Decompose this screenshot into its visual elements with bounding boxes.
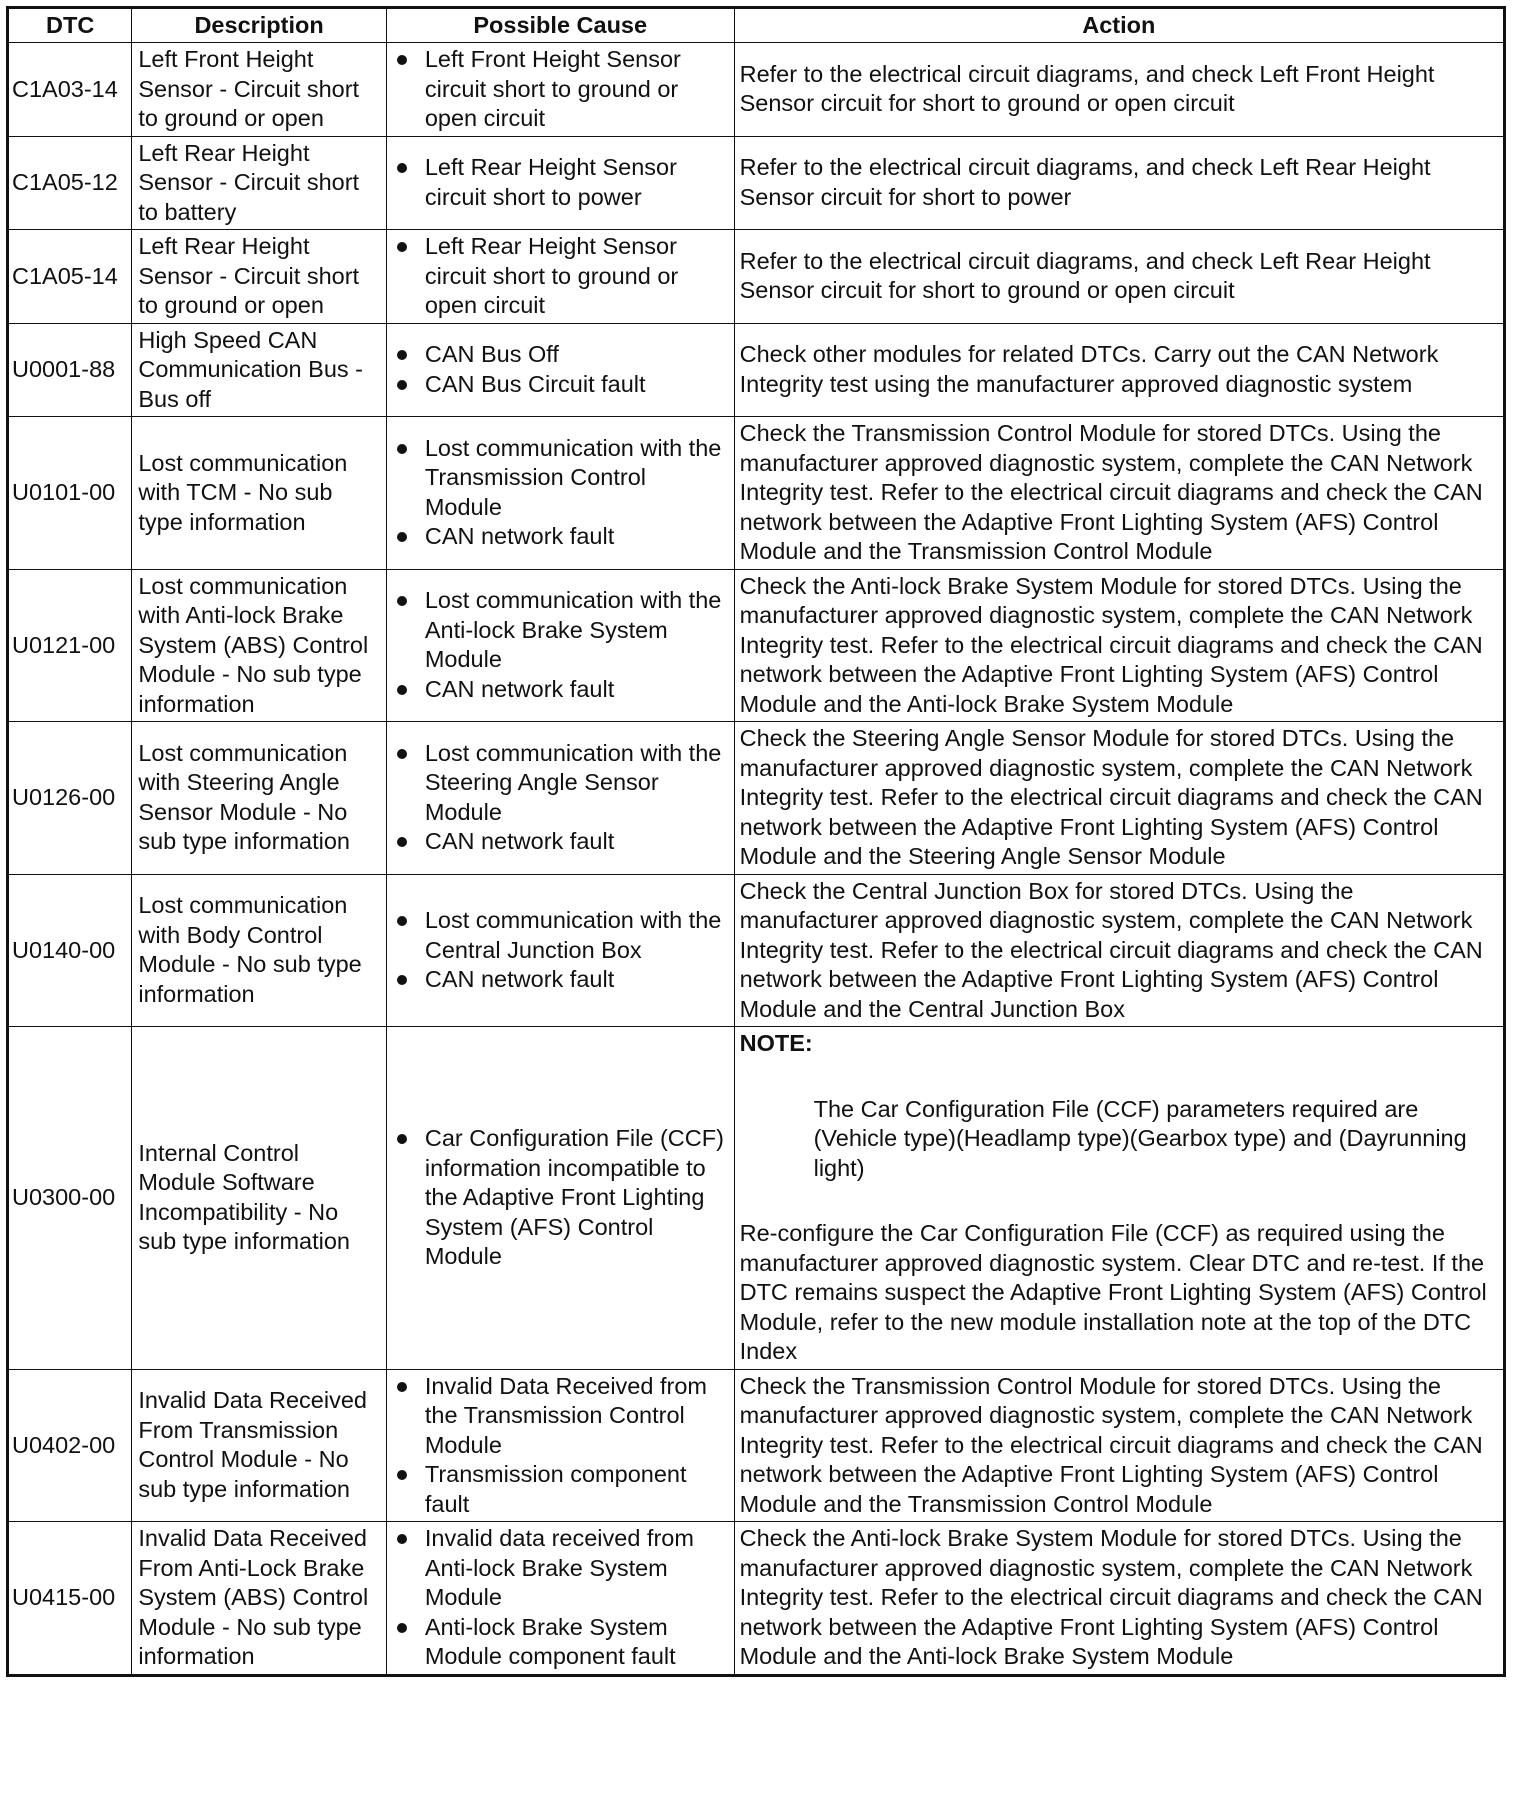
action-text: Re-configure the Car Configuration File (CCF) as required using the manufacturer approved diagnostic system. Clear DTC and re-test. If the DTC remains suspect the Adaptive Front Lighting System (AFS) Control Module, refer to the new module installation note at the top of the DTC Index (739, 1220, 1487, 1364)
cause-item: CAN network fault (393, 965, 728, 995)
dtc-code: U0415-00 (8, 1522, 132, 1676)
possible-cause (386, 1369, 734, 1522)
cause-item: Invalid Data Received from the Transmission Control Module (393, 1372, 728, 1461)
note-text: The Car Configuration File (CCF) parameters required are (Vehicle type)(Headlamp type)(Gearbox type) and (Dayrunning light) (813, 1095, 1467, 1181)
dtc-code: U0126-00 (8, 722, 132, 875)
possible-cause (386, 417, 734, 570)
cause-item: Anti-lock Brake System Module component fault (393, 1613, 728, 1672)
table-row (8, 417, 1505, 570)
dtc-table (6, 6, 1506, 1677)
cause-item: Car Configuration File (CCF) information incompatible to the Adaptive Front Lighting System (AFS) Control Module (393, 1124, 728, 1272)
cause-item: CAN network fault (393, 522, 728, 552)
cause-item: CAN Bus Off (393, 340, 728, 370)
dtc-description: Left Rear Height Sensor - Circuit short to ground or open (132, 230, 386, 324)
table-row (8, 230, 1505, 324)
possible-cause (386, 1522, 734, 1676)
dtc-description: Left Rear Height Sensor - Circuit short to battery (132, 136, 386, 230)
header-possible-cause: Possible Cause (386, 8, 734, 43)
table-row (8, 1027, 1505, 1370)
dtc-description: Invalid Data Received From Transmission Control Module - No sub type information (132, 1369, 386, 1522)
dtc-code: U0402-00 (8, 1369, 132, 1522)
action-text: Check other modules for related DTCs. Carry out the CAN Network Integrity test using the manufacturer approved diagnostic system (734, 323, 1504, 417)
action-text: Check the Transmission Control Module for stored DTCs. Using the manufacturer approved diagnostic system, complete the CAN Network Integrity test. Refer to the electrical circuit diagrams and check the CAN network between the Adaptive Front Lighting System (AFS) Control Module and the Transmission Control Module (734, 417, 1504, 570)
possible-cause (386, 323, 734, 417)
dtc-code: U0300-00 (8, 1027, 132, 1370)
action-text: Check the Central Junction Box for stored DTCs. Using the manufacturer approved diagnostic system, complete the CAN Network Integrity test. Refer to the electrical circuit diagrams and check the CAN network between the Adaptive Front Lighting System (AFS) Control Module and the Central Junction Box (734, 874, 1504, 1027)
table-row (8, 43, 1505, 137)
dtc-code: C1A05-12 (8, 136, 132, 230)
possible-cause (386, 722, 734, 875)
table-row (8, 1369, 1505, 1522)
dtc-description: Lost communication with Anti-lock Brake System (ABS) Control Module - No sub type information (132, 569, 386, 722)
note-label: NOTE: (739, 1030, 813, 1056)
possible-cause (386, 874, 734, 1027)
action-cell (734, 1027, 1504, 1370)
table-row (8, 136, 1505, 230)
possible-cause (386, 230, 734, 324)
action-text: Refer to the electrical circuit diagrams, and check Left Rear Height Sensor circuit for short to ground or open circuit (734, 230, 1504, 324)
cause-item: CAN network fault (393, 827, 728, 857)
cause-item: Left Rear Height Sensor circuit short to power (393, 153, 728, 212)
cause-item: Left Rear Height Sensor circuit short to ground or open circuit (393, 232, 728, 321)
table-row (8, 1522, 1505, 1676)
table-row (8, 569, 1505, 722)
action-text: Check the Anti-lock Brake System Module for stored DTCs. Using the manufacturer approved diagnostic system, complete the CAN Network Integrity test. Refer to the electrical circuit diagrams and check the CAN network between the Adaptive Front Lighting System (AFS) Control Module and the Anti-lock Brake System Module (734, 1522, 1504, 1676)
header-description: Description (132, 8, 386, 43)
dtc-description: Lost communication with Steering Angle Sensor Module - No sub type information (132, 722, 386, 875)
action-text: Check the Transmission Control Module for stored DTCs. Using the manufacturer approved diagnostic system, complete the CAN Network Integrity test. Refer to the electrical circuit diagrams and check the CAN network between the Adaptive Front Lighting System (AFS) Control Module and the Transmission Control Module (734, 1369, 1504, 1522)
action-text: Refer to the electrical circuit diagrams, and check Left Front Height Sensor circuit for short to ground or open circuit (734, 43, 1504, 137)
dtc-description: Lost communication with Body Control Module - No sub type information (132, 874, 386, 1027)
cause-item: Lost communication with the Steering Angle Sensor Module (393, 739, 728, 828)
cause-item: Lost communication with the Central Junction Box (393, 906, 728, 965)
dtc-code: U0101-00 (8, 417, 132, 570)
possible-cause (386, 136, 734, 230)
action-text: Check the Anti-lock Brake System Module for stored DTCs. Using the manufacturer approved diagnostic system, complete the CAN Network Integrity test. Refer to the electrical circuit diagrams and check the CAN network between the Adaptive Front Lighting System (AFS) Control Module and the Anti-lock Brake System Module (734, 569, 1504, 722)
dtc-description: Lost communication with TCM - No sub type information (132, 417, 386, 570)
possible-cause (386, 569, 734, 722)
header-row (8, 8, 1505, 43)
header-dtc: DTC (8, 8, 132, 43)
dtc-code: U0121-00 (8, 569, 132, 722)
cause-item: CAN Bus Circuit fault (393, 370, 728, 400)
cause-item: Transmission component fault (393, 1460, 728, 1519)
table-row (8, 874, 1505, 1027)
action-text: Refer to the electrical circuit diagrams, and check Left Rear Height Sensor circuit for short to power (734, 136, 1504, 230)
table-row (8, 323, 1505, 417)
cause-item: Left Front Height Sensor circuit short to ground or open circuit (393, 45, 728, 134)
cause-item: CAN network fault (393, 675, 728, 705)
table-row (8, 722, 1505, 875)
dtc-code: U0001-88 (8, 323, 132, 417)
dtc-description: Left Front Height Sensor - Circuit short to ground or open (132, 43, 386, 137)
dtc-description: Invalid Data Received From Anti-Lock Brake System (ABS) Control Module - No sub type information (132, 1522, 386, 1676)
dtc-description: Internal Control Module Software Incompatibility - No sub type information (132, 1027, 386, 1370)
action-text: Check the Steering Angle Sensor Module for stored DTCs. Using the manufacturer approved diagnostic system, complete the CAN Network Integrity test. Refer to the electrical circuit diagrams and check the CAN network between the Adaptive Front Lighting System (AFS) Control Module and the Steering Angle Sensor Module (734, 722, 1504, 875)
cause-item: Invalid data received from Anti-lock Brake System Module (393, 1524, 728, 1613)
dtc-description: High Speed CAN Communication Bus - Bus off (132, 323, 386, 417)
dtc-code: C1A03-14 (8, 43, 132, 137)
header-action: Action (734, 8, 1504, 43)
possible-cause (386, 43, 734, 137)
dtc-code: C1A05-14 (8, 230, 132, 324)
possible-cause (386, 1027, 734, 1370)
dtc-code: U0140-00 (8, 874, 132, 1027)
cause-item: Lost communication with the Transmission Control Module (393, 434, 728, 523)
cause-item: Lost communication with the Anti-lock Brake System Module (393, 586, 728, 675)
